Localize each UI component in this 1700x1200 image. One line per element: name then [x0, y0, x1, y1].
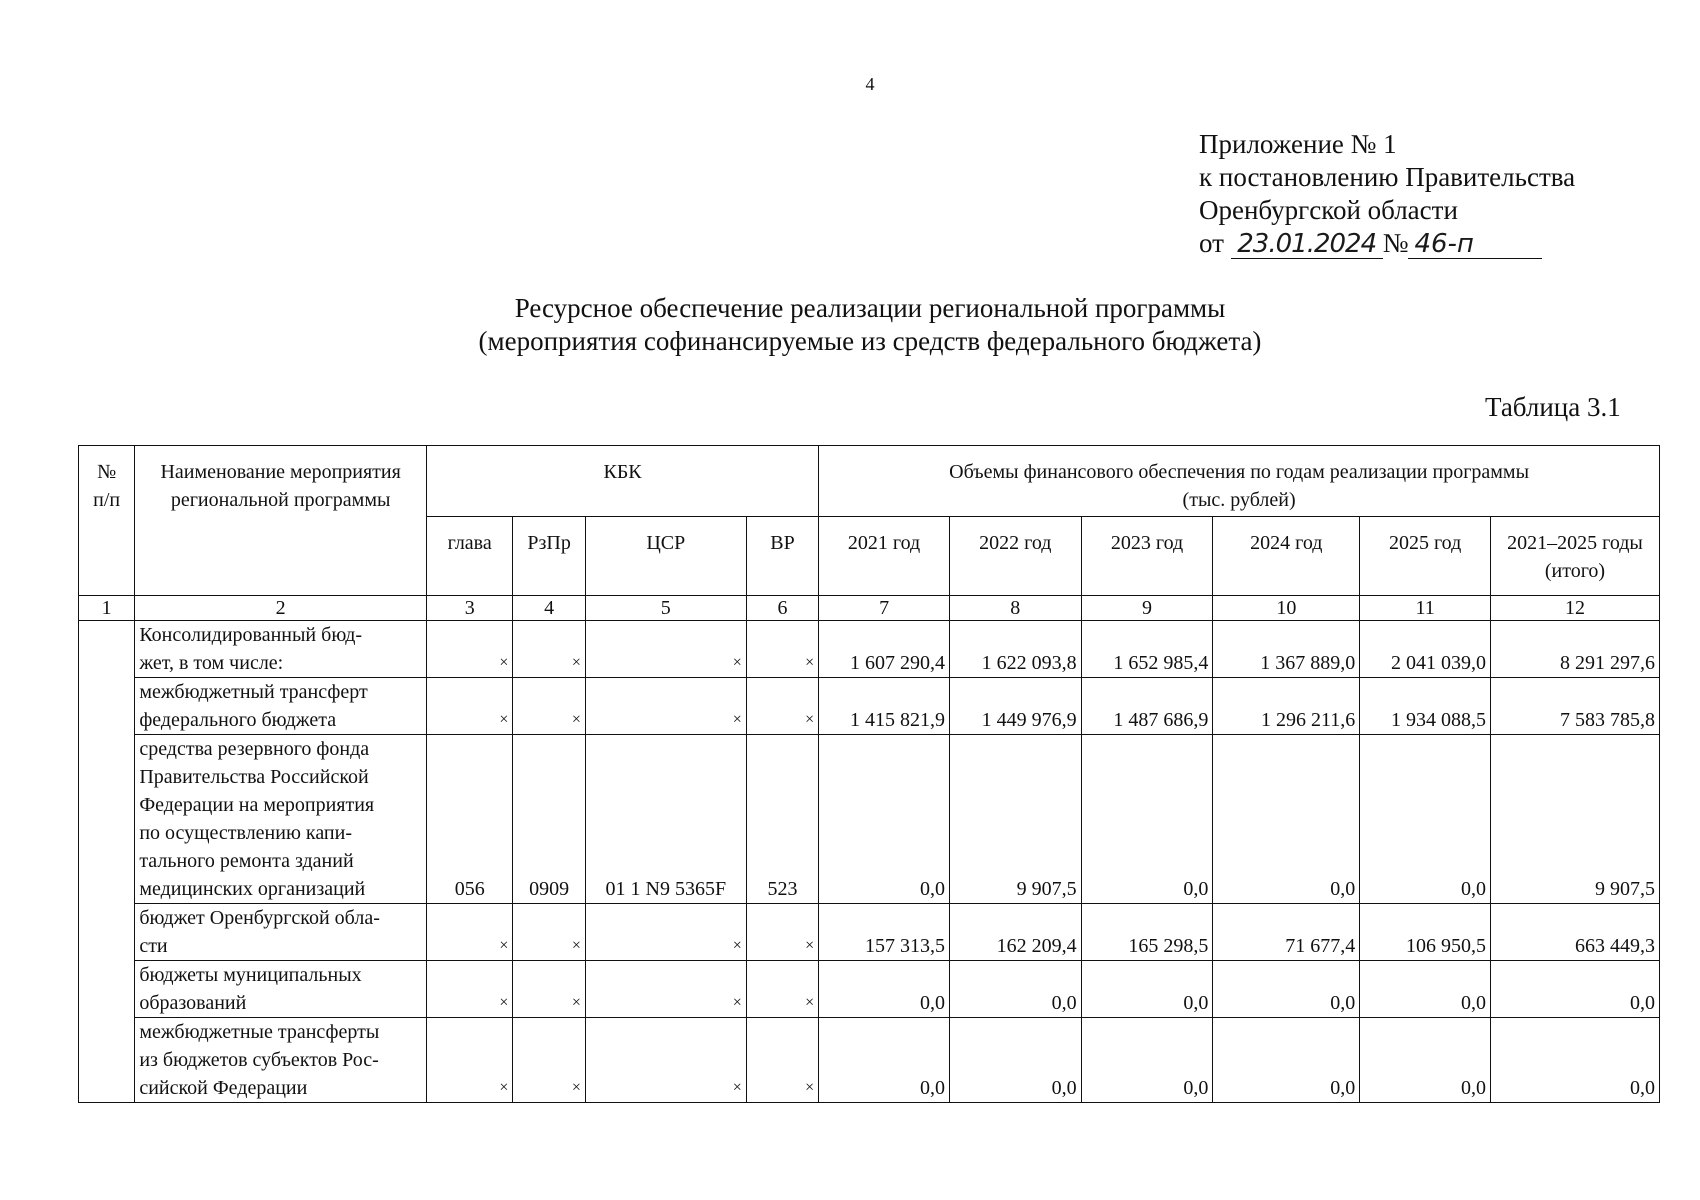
cell-2024: 1 296 211,6 — [1213, 678, 1360, 735]
cell-2022: 9 907,5 — [949, 735, 1081, 904]
cell-csr: × — [585, 621, 746, 678]
cell-2025: 2 041 039,0 — [1360, 621, 1491, 678]
cell-2023: 1 652 985,4 — [1081, 621, 1213, 678]
column-number: 4 — [513, 596, 585, 621]
appendix-block — [1199, 128, 1575, 260]
column-number: 2 — [135, 596, 427, 621]
cell-glava: × — [426, 904, 512, 961]
cell-vr: × — [746, 904, 818, 961]
cell-2024: 71 677,4 — [1213, 904, 1360, 961]
handwritten-number: 46-п — [1408, 230, 1542, 259]
cell-total: 9 907,5 — [1490, 735, 1659, 904]
cell-glava: × — [426, 678, 512, 735]
column-number: 10 — [1213, 596, 1360, 621]
cell-vr: 523 — [746, 735, 818, 904]
cell-2021: 0,0 — [819, 735, 950, 904]
cell-rzpr: 0909 — [513, 735, 585, 904]
cell-rzpr: × — [513, 904, 585, 961]
title-line-2: (мероприятия софинансируемые из средств федерального бюджета) — [478, 326, 1262, 356]
cell-2024: 0,0 — [1213, 1018, 1360, 1103]
header-rzpr: РзПр — [513, 517, 585, 596]
cell-2021: 1 415 821,9 — [819, 678, 950, 735]
cell-total: 663 449,3 — [1490, 904, 1659, 961]
header-glava: глава — [426, 517, 512, 596]
cell-2025: 1 934 088,5 — [1360, 678, 1491, 735]
table-row — [79, 904, 1660, 961]
appendix-title: Приложение № 1 — [1199, 129, 1397, 159]
column-number: 6 — [746, 596, 818, 621]
header-2024: 2024 год — [1213, 517, 1360, 596]
cell-vr: × — [746, 678, 818, 735]
cell-vr: × — [746, 1018, 818, 1103]
header-no: № п/п — [79, 446, 135, 596]
row-number-cell — [79, 621, 135, 1103]
cell-rzpr: × — [513, 1018, 585, 1103]
cell-2021: 157 313,5 — [819, 904, 950, 961]
cell-2024: 0,0 — [1213, 961, 1360, 1018]
row-name: межбюджетный трансферт федерального бюджета — [135, 678, 427, 735]
cell-rzpr: × — [513, 678, 585, 735]
cell-vr: × — [746, 621, 818, 678]
cell-2022: 1 622 093,8 — [949, 621, 1081, 678]
cell-rzpr: × — [513, 961, 585, 1018]
column-number: 7 — [819, 596, 950, 621]
header-2022: 2022 год — [949, 517, 1081, 596]
row-name: бюджеты муниципальных образований — [135, 961, 427, 1018]
table-row — [79, 735, 1660, 904]
cell-glava: × — [426, 621, 512, 678]
cell-2023: 0,0 — [1081, 1018, 1213, 1103]
appendix-date-line — [1199, 227, 1575, 260]
table-label: Таблица 3.1 — [1485, 392, 1621, 422]
number-sign: № — [1382, 228, 1409, 258]
header-csr: ЦСР — [585, 517, 746, 596]
cell-2025: 106 950,5 — [1360, 904, 1491, 961]
header-2021: 2021 год — [819, 517, 950, 596]
header-kbk: КБК — [426, 446, 818, 517]
cell-csr: × — [585, 1018, 746, 1103]
row-name: межбюджетные трансферты из бюджетов субъектов Рос- сийской Федерации — [135, 1018, 427, 1103]
document-title — [0, 292, 1700, 358]
header-name: Наименование мероприятия региональной программы — [135, 446, 427, 596]
column-number: 9 — [1081, 596, 1213, 621]
handwritten-date: 23.01.2024 — [1231, 230, 1383, 259]
cell-total: 0,0 — [1490, 961, 1659, 1018]
table-row — [79, 678, 1660, 735]
cell-csr: × — [585, 678, 746, 735]
cell-glava: × — [426, 961, 512, 1018]
cell-2022: 0,0 — [949, 961, 1081, 1018]
column-number-row — [79, 596, 1660, 621]
appendix-region: Оренбургской области — [1199, 195, 1458, 225]
header-total: 2021–2025 годы (итого) — [1490, 517, 1659, 596]
cell-2025: 0,0 — [1360, 961, 1491, 1018]
page-number: 4 — [865, 74, 875, 94]
cell-total: 8 291 297,6 — [1490, 621, 1659, 678]
column-number: 8 — [949, 596, 1081, 621]
cell-2024: 0,0 — [1213, 735, 1360, 904]
header-2023: 2023 год — [1081, 517, 1213, 596]
row-name: Консолидированный бюд- жет, в том числе: — [135, 621, 427, 678]
row-name: средства резервного фонда Правительства Российской Федерации на мероприятия по осуществлению капи- тального ремонта зданий медицинских организаций — [135, 735, 427, 904]
cell-2021: 0,0 — [819, 961, 950, 1018]
table-row — [79, 621, 1660, 678]
cell-2025: 0,0 — [1360, 735, 1491, 904]
appendix-date-prefix: от — [1199, 228, 1224, 258]
column-number: 12 — [1490, 596, 1659, 621]
cell-2023: 0,0 — [1081, 735, 1213, 904]
header-vr: ВР — [746, 517, 818, 596]
cell-total: 0,0 — [1490, 1018, 1659, 1103]
cell-csr: × — [585, 904, 746, 961]
cell-2023: 0,0 — [1081, 961, 1213, 1018]
cell-2024: 1 367 889,0 — [1213, 621, 1360, 678]
column-number: 11 — [1360, 596, 1491, 621]
table-row — [79, 961, 1660, 1018]
row-name: бюджет Оренбургской обла- сти — [135, 904, 427, 961]
cell-2022: 1 449 976,9 — [949, 678, 1081, 735]
header-row-1 — [79, 446, 1660, 517]
cell-glava: 056 — [426, 735, 512, 904]
cell-2022: 162 209,4 — [949, 904, 1081, 961]
column-number: 5 — [585, 596, 746, 621]
cell-2023: 1 487 686,9 — [1081, 678, 1213, 735]
cell-2022: 0,0 — [949, 1018, 1081, 1103]
cell-total: 7 583 785,8 — [1490, 678, 1659, 735]
cell-2021: 1 607 290,4 — [819, 621, 950, 678]
resource-table — [78, 445, 1660, 1103]
title-line-1: Ресурсное обеспечение реализации региональной программы — [514, 293, 1226, 323]
cell-vr: × — [746, 961, 818, 1018]
cell-csr: 01 1 N9 5365F — [585, 735, 746, 904]
table-row — [79, 1018, 1660, 1103]
cell-rzpr: × — [513, 621, 585, 678]
appendix-decree: к постановлению Правительства — [1199, 162, 1576, 192]
cell-2021: 0,0 — [819, 1018, 950, 1103]
cell-csr: × — [585, 961, 746, 1018]
cell-2023: 165 298,5 — [1081, 904, 1213, 961]
column-number: 1 — [79, 596, 135, 621]
header-volumes: Объемы финансового обеспечения по годам реализации программы (тыс. рублей) — [819, 446, 1660, 517]
column-number: 3 — [426, 596, 512, 621]
header-2025: 2025 год — [1360, 517, 1491, 596]
cell-glava: × — [426, 1018, 512, 1103]
cell-2025: 0,0 — [1360, 1018, 1491, 1103]
